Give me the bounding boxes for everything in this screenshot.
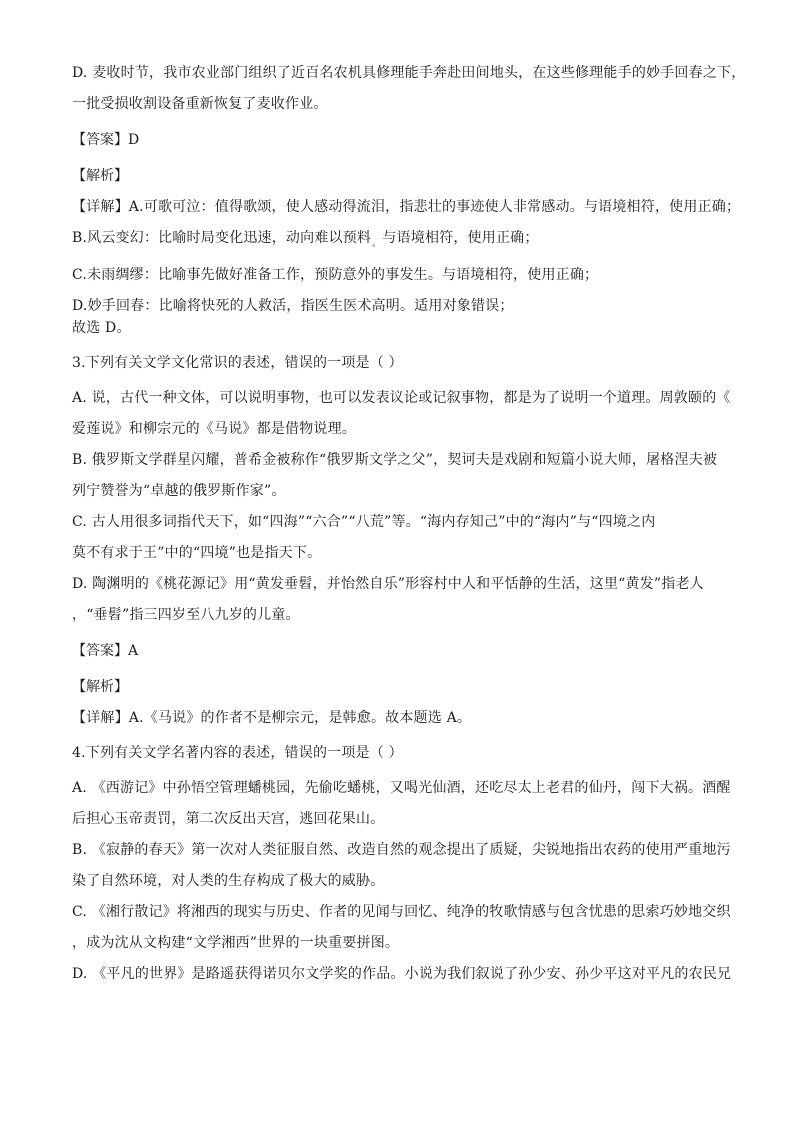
answer-label: 【答案】 [72,132,128,148]
q2-detail-line2-a: B.风云变幻：比喻时局变化迅速，动向难以预料 [72,230,372,246]
q3-option-d-line1: D. 陶渊明的《桃花源记》用“黄发垂髫，并怡然自乐”形容村中人和平恬静的生活，这里“黄发”指老人 [72,576,704,592]
q3-detail: 【详解】A.《马说》的作者不是柳宗元，是韩愈。故本题选 A。 [72,710,472,726]
q4-option-b-line2: 染了自然环境，对人类的生存构成了极大的威胁。 [72,873,385,889]
q4-option-c-line1: C. 《湘行散记》将湘西的现实与历史、作者的见闻与回忆、纯净的牧歌情感与包含忧患的思索巧妙地交织 [72,904,731,920]
q2-detail-line2-mark: 。 [372,239,382,249]
q2-detail-line2-b: 与语境相符，使用正确； [382,230,539,246]
q2-option-d-line2: 一批受损收割设备重新恢复了麦收作业。 [72,96,328,112]
q3-option-b-line2: 列宁赞誉为“卓越的俄罗斯作家”。 [72,483,286,499]
q2-detail-line2 [72,227,732,255]
q3-option-a-line2: 爱莲说》和柳宗元的《马说》都是借物说理。 [72,421,356,437]
document-page [72,62,746,985]
q3-option-c-line1: C. 古人用很多词指代天下，如“四海”“六合”“八荒”等。“海内存知己”中的“海内”与“四境之内 [72,514,656,530]
q2-detail-line3: C.未雨绸缪：比喻事先做好准备工作，预防意外的事发生。与语境相符，使用正确； [72,267,599,283]
q3-option-a-line1: A. 说，古代一种文体，可以说明事物，也可以发表议论或记叙事物，都是为了说明一个道理。周敦颐的《 [72,390,731,406]
q3-stem: 3.下列有关文学文化常识的表述，错误的一项是（ ） [72,355,403,371]
q4-option-d-line1: D. 《平凡的世界》是路遥获得诺贝尔文学奖的作品。小说为我们叙说了孙少安、孙少平这对平凡的农民兄 [72,966,732,982]
q4-option-b-line1: B. 《寂静的春天》第一次对人类征服自然、改造自然的观念提出了质疑，尖锐地指出农药的使用严重地污 [72,842,731,858]
q3-option-c-line2: 莫不有求于王”中的“四境”也是指天下。 [72,545,322,561]
q3-option-b-line1: B. 俄罗斯文学群星闪耀，普希金被称作“俄罗斯文学之父”，契诃夫是戏剧和短篇小说大师，屠格涅夫被 [72,452,718,468]
q2-analysis-label: 【解析】 [72,168,128,184]
answer-value: D [128,132,140,148]
q2-option-d-line1: D. 麦收时节，我市农业部门组织了近百名农机具修理能手奔赴田间地头，在这些修理能手的妙手回春之下， [72,65,746,81]
q4-option-a-line2: 后担心玉帝责罚，第二次反出天宫，逃回花果山。 [72,811,385,827]
q2-detail-line4: D.妙手回春：比喻将快死的人救活，指医生医术高明。适用对象错误； [72,298,514,314]
q3-answer [72,640,732,662]
q4-option-a-line1: A. 《西游记》中孙悟空管理蟠桃园，先偷吃蟠桃，又喝光仙酒，还吃尽太上老君的仙丹，闯下大祸。酒醒 [72,780,731,796]
q2-answer [72,129,732,151]
q2-conclusion: 故选 D。 [72,320,131,336]
q4-stem: 4.下列有关文学名著内容的表述，错误的一项是（ ） [72,745,403,761]
q3-analysis-label: 【解析】 [72,679,128,695]
answer-label: 【答案】 [72,643,128,659]
q3-option-d-line2: ，“垂髫”指三四岁至八九岁的儿童。 [72,607,300,623]
q4-option-c-line2: ，成为沈从文构建“文学湘西”世界的一块重要拼图。 [72,935,400,951]
q2-detail-line1: 【详解】A.可歌可泣：值得歌颂，使人感动得流泪，指悲壮的事迹使人非常感动。与语境相符，使用正确； [72,199,741,215]
answer-value: A [128,643,139,659]
